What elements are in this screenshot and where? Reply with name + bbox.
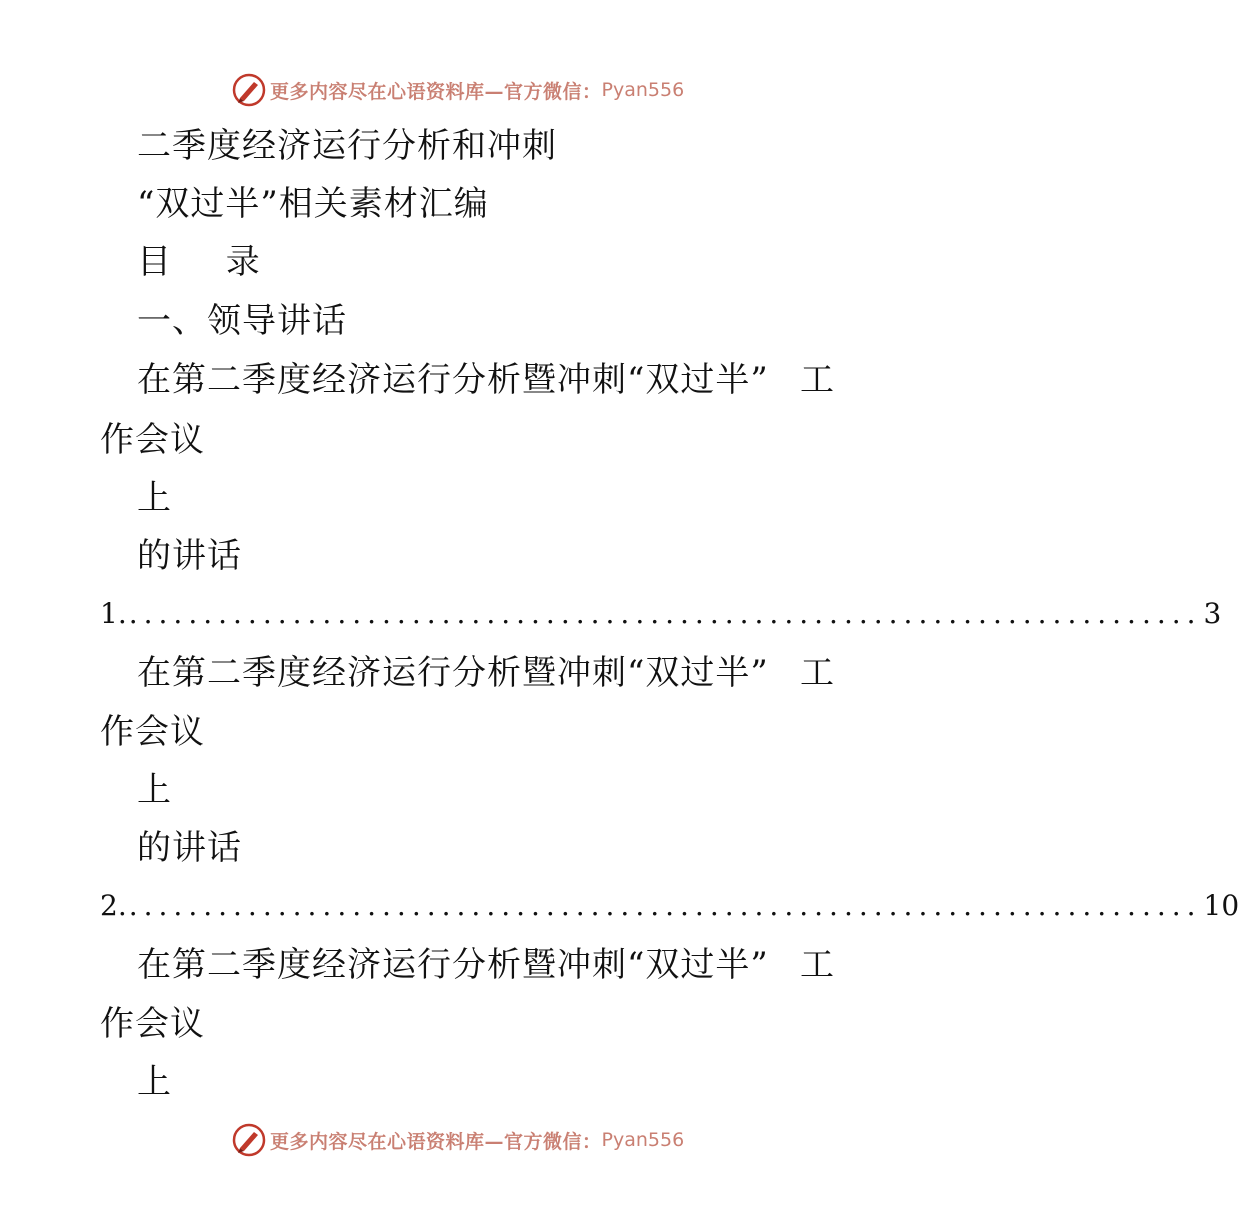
toc-entry-1-line3: 上 xyxy=(137,478,172,518)
watermark-banner-bottom xyxy=(232,1122,684,1158)
toc-entry-2-title-tail: 工 xyxy=(800,653,834,693)
watermark-text: 更多内容尽在心语资料库—官方微信： xyxy=(270,80,602,103)
toc-entry-1-title: 在第二季度经济运行分析暨冲刺“双过半” xyxy=(137,360,769,400)
toc-entry-1-leader xyxy=(100,596,1222,632)
toc-entry-1-page: 3 xyxy=(1203,597,1222,630)
toc-entry-2-line4: 的讲话 xyxy=(137,828,242,868)
toc-dot-leader: ........................................................................ xyxy=(128,597,1202,630)
doc-title-line1: 二季度经济运行分析和冲刺 xyxy=(137,126,557,166)
toc-entry-3-title-tail: 工 xyxy=(800,945,834,985)
toc-entry-2-title: 在第二季度经济运行分析暨冲刺“双过半” xyxy=(137,653,769,693)
doc-title-line2: “双过半”相关素材汇编 xyxy=(137,184,489,224)
section-heading-leader-speech: 一、领导讲话 xyxy=(137,301,347,341)
watermark-wechat-id: Pyan556 xyxy=(601,79,685,101)
toc-entry-2-line2: 作会议 xyxy=(100,712,205,752)
toc-entry-2-page: 10 xyxy=(1203,889,1239,922)
toc-entry-3-line3: 上 xyxy=(137,1062,172,1102)
toc-entry-3-line2: 作会议 xyxy=(100,1004,205,1044)
toc-entry-1-line4: 的讲话 xyxy=(137,536,242,576)
pen-circle-logo-icon xyxy=(232,73,266,107)
toc-heading: 目 录 xyxy=(137,242,282,282)
watermark-banner-top xyxy=(232,72,684,108)
toc-entry-2-line3: 上 xyxy=(137,770,172,810)
pen-circle-logo-icon xyxy=(232,1123,266,1157)
toc-dot-leader: ........................................................................ xyxy=(128,889,1202,922)
toc-entry-1-title-tail: 工 xyxy=(800,360,834,400)
toc-entry-1-number: 1. xyxy=(100,597,127,630)
watermark-wechat-id: Pyan556 xyxy=(601,1129,685,1151)
toc-entry-2-number: 2. xyxy=(100,889,127,922)
watermark-text: 更多内容尽在心语资料库—官方微信： xyxy=(270,1130,602,1153)
toc-entry-2-leader xyxy=(100,888,1239,924)
toc-entry-3-title: 在第二季度经济运行分析暨冲刺“双过半” xyxy=(137,945,769,985)
toc-entry-1-line2: 作会议 xyxy=(100,420,205,460)
